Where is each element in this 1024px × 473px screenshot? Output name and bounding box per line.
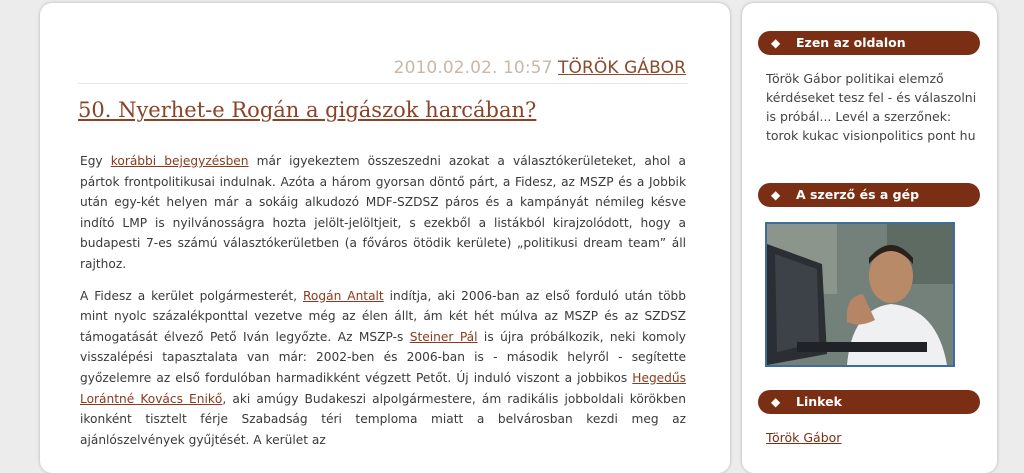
widget-header-links [758,390,980,414]
widget-title: A szerző és a gép [796,187,920,202]
link-torok-gabor[interactable]: Török Gábor [766,430,842,445]
meta-divider [78,83,688,84]
about-text: Török Gábor politikai elemző kérdéseket tesz fel - és válaszolni is próbál... Levél a szerzőnek: torok kukac visionpolitics pont hu [766,71,977,143]
diamond-bullet-icon: ◆ [771,395,781,409]
main-content-panel [40,3,730,473]
diamond-bullet-icon: ◆ [771,36,781,50]
earlier-post-link[interactable]: korábbi bejegyzésben [110,154,249,168]
post-paragraph: Egy korábbi bejegyzésben már igyekeztem összeszedni azokat a választókerületeket, ahol a pártok frontpolitikusai indulnak. Azóta a három gyorsan döntő párt, a Fidesz, az MSZP és a Jobbik után egy-két helyen már a sokáig alkudozó MDF-SZDSZ páros és a kampányát némileg késve indító LMP is nyilvánosságra hozta jelölt-jelöltjeit, s ezekből a listákból kirajzolódott, hogy a budapesti 7-es számú választókerületben (a főváros ötödik kerülete) „politikusi dream team” áll rajthoz. [80,154,687,271]
widget-header-about [758,31,980,55]
post-title[interactable]: 50. Nyerhet-e Rogán a gigászok harcában? [78,98,537,122]
rogan-antal-link[interactable]: Rogán Antalt [302,288,384,303]
author-photo-image [767,224,953,365]
widget-header-author [758,183,980,207]
sidebar [742,3,997,473]
steiner-pal-link[interactable]: Steiner Pál [409,329,478,344]
hegedus-link[interactable]: Hegedűs Lorántné Kovács Enikő [80,370,686,406]
widget-title: Ezen az oldalon [796,35,906,50]
widget-title: Linkek [796,394,842,409]
post-date: 2010.02.02. 10:57 [393,58,553,78]
diamond-bullet-icon: ◆ [771,188,781,202]
post-author-link[interactable]: TÖRÖK GÁBOR [558,58,686,78]
author-photo[interactable] [765,222,955,367]
post-paragraph: A Fidesz a kerület polgármesterét, Rogán Antalt indítja, aki 2006-ban az első forduló után több mint nyolc százalékponttal vezetve még az élen állt, ám két hét múlva az MSZP és az SZDSZ támogatását élvező Pető Iván legyőzte. Az MSZP-s Steiner Pál is újra próbálkozik, neki komoly visszalépési tapasztalata van már: 2002-ben és 2006-ban is - második helyről - segítette győzelemre az első fordulóban harmadikként végzett Petőt. Új induló viszont a jobbikos Hegedűs Lorántné Kovács Enikő, aki amúgy Budakeszi alpolgármestere, ám radikális jobboldali körökben ikonként tisztelt férje Szabadság téri temploma miatt a belvárosban kezdi meg az ajánlószelvények gyűjtését. A kerület az [80,288,687,447]
post-meta [394,58,686,78]
post-body [80,151,686,461]
